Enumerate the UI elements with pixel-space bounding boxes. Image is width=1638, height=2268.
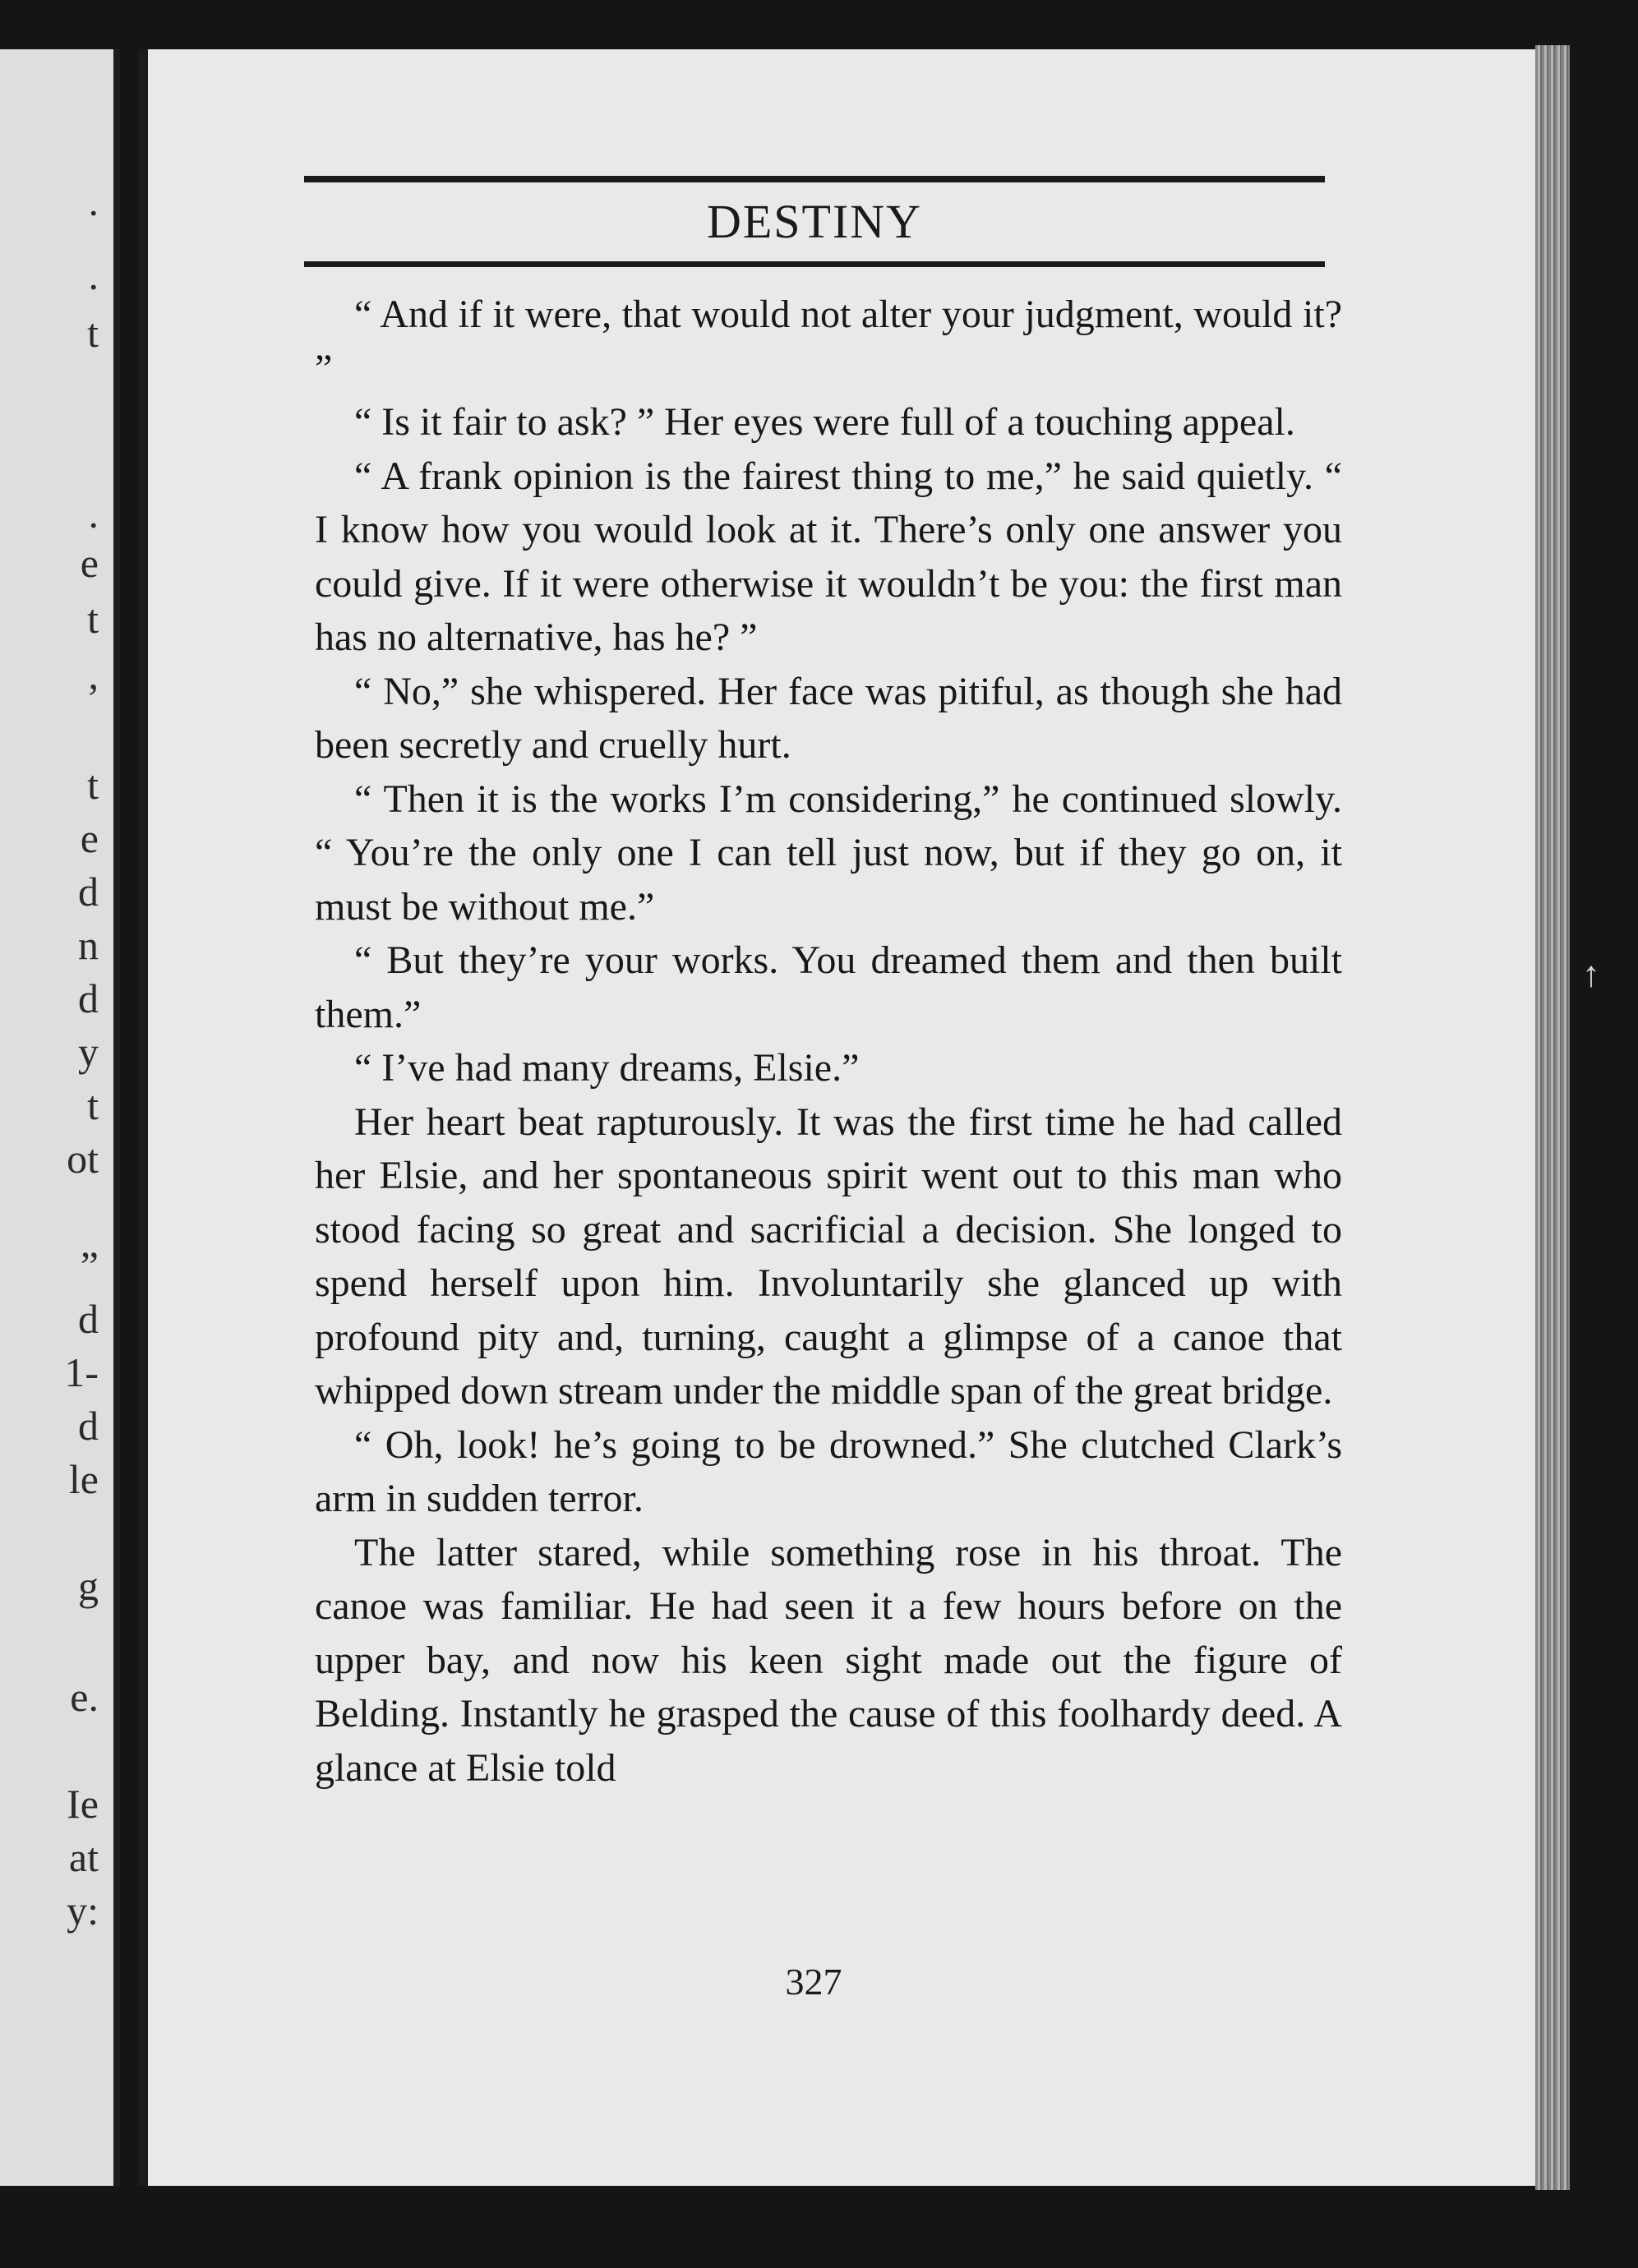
paragraph: Her heart beat rapturously. It was the first time he had called her Elsie, and her spontaneous spirit went out to this man who stood facing so great and sacrificial a decision. She longed to spend herself upon him. Involuntarily she glanced up with profound pity and, turning, caught a glimpse of a canoe that whipped down stream under the middle span of the great bridge.: [315, 1099, 1342, 1413]
left-page-fragment: y:: [67, 1888, 99, 1934]
body-text: [315, 288, 1342, 1795]
paragraph: “ And if it were, that would not alter your judgment, would it? ”: [315, 293, 1342, 390]
left-page-fragment: Ie: [67, 1781, 99, 1827]
left-page-fragment: .: [88, 252, 99, 298]
page-edge-stack: [1535, 45, 1570, 2190]
paragraph: The latter stared, while something rose in his throat. The canoe was familiar. He had seen it a few hours before on the upper bay, and now his keen sight made out the figure of Belding. Instantly he grasped the cause of this foolhardy deed. A glance at Elsie told: [315, 1530, 1342, 1790]
left-page-fragment: e.: [70, 1674, 99, 1720]
left-page-fragment: d: [78, 1296, 99, 1342]
left-page-fragment: d: [78, 869, 99, 915]
paragraph: “ Then it is the works I’m considering,” he continued slowly. “ You’re the only one I can tell just now, but if they go on, it must be without me.”: [315, 777, 1342, 929]
left-page-fragment: le: [68, 1456, 99, 1502]
left-page-fragment: at: [68, 1834, 99, 1880]
paragraph: “ Oh, look! he’s going to be drowned.” She clutched Clark’s arm in sudden terror.: [315, 1422, 1342, 1520]
left-page-fragment: ot: [67, 1136, 99, 1182]
left-page-fragment: ,: [88, 652, 99, 698]
left-page-fragment: t: [87, 1082, 99, 1128]
left-page-fragment: y: [78, 1029, 99, 1075]
page-number: 327: [785, 1961, 842, 2003]
left-page-fragment: 1-: [64, 1349, 99, 1395]
left-page-fragment: t: [87, 762, 99, 808]
right-edge-mark: ↑: [1582, 954, 1600, 994]
left-page-fragment: d: [78, 1403, 99, 1449]
paragraph: “ But they’re your works. You dreamed them and then built them.”: [315, 938, 1342, 1036]
left-page-fragment: ”: [80, 1242, 99, 1288]
paragraph: “ I’ve had many dreams, Elsie.”: [354, 1046, 860, 1090]
running-head: DESTINY: [706, 195, 923, 248]
paragraph: “ No,” she whispered. Her face was pitiful, as though she had been secretly and cruelly hurt.: [315, 669, 1342, 767]
header-rule-bottom: [304, 261, 1325, 267]
left-page-fragment: g: [78, 1563, 99, 1609]
header-rule-top: [304, 176, 1325, 182]
paragraph: “ Is it fair to ask? ” Her eyes were full of a touching appeal.: [354, 400, 1295, 444]
left-page-fragment: .: [88, 178, 99, 224]
left-page-fragment: .: [88, 491, 99, 537]
left-page-fragment: e: [80, 540, 99, 586]
paragraph: “ A frank opinion is the fairest thing to me,” he said quietly. “ I know how you would look at it. There’s only one answer you could give. If it were otherwise it wouldn’t be you: the first man has no alternative, has he? ”: [315, 454, 1342, 659]
left-page-margin: [0, 49, 120, 2186]
left-page-fragment: e: [80, 815, 99, 861]
left-page-fragment: n: [78, 922, 99, 968]
left-page-fragment: t: [87, 596, 99, 642]
left-page-fragment: t: [87, 310, 99, 356]
left-page-fragment: d: [78, 975, 99, 1021]
